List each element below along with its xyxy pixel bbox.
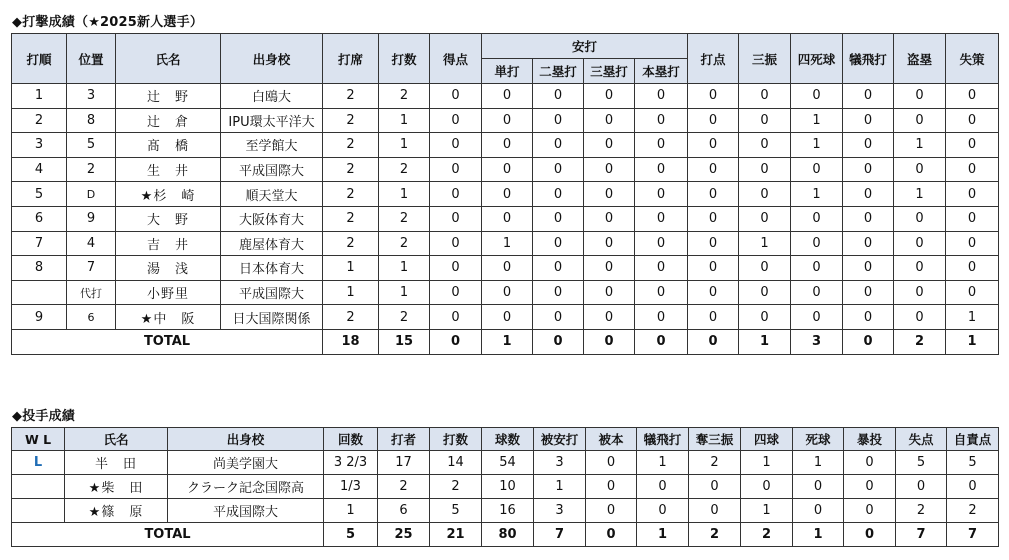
- batting-position: 7: [67, 256, 116, 281]
- pitching-stat: 1: [534, 475, 586, 499]
- batting-school: 順天堂大: [221, 182, 323, 207]
- col-so: 三振: [739, 34, 791, 84]
- pitching-stat: 1: [793, 451, 844, 475]
- batting-stat: 0: [791, 157, 843, 182]
- batting-stat: 2: [379, 84, 430, 109]
- batting-stat: 0: [430, 84, 482, 109]
- batting-stat: 0: [739, 84, 791, 109]
- col-double: 二塁打: [533, 59, 584, 84]
- pitching-row: [12, 451, 999, 475]
- batting-stat: 0: [584, 206, 635, 231]
- pitching-stat: 0: [793, 499, 844, 523]
- batting-order: [12, 280, 67, 305]
- batting-player-name: 吉 井: [116, 231, 221, 256]
- batting-stat: 2: [323, 305, 379, 330]
- batting-row: [12, 157, 999, 182]
- batting-position: 3: [67, 84, 116, 109]
- pitching-stat: 0: [947, 475, 999, 499]
- batting-stat: 0: [533, 182, 584, 207]
- batting-stat: 0: [739, 305, 791, 330]
- pitching-stat: 5: [896, 451, 947, 475]
- batting-total-stat: 2: [894, 329, 946, 354]
- batting-row: [12, 231, 999, 256]
- batting-stat: 0: [533, 231, 584, 256]
- col-bb-hbp: 四死球: [791, 34, 843, 84]
- batting-total-stat: 0: [584, 329, 635, 354]
- batting-school: 日大国際関係: [221, 305, 323, 330]
- pitching-stat: 1/3: [324, 475, 378, 499]
- col-triple: 三塁打: [584, 59, 635, 84]
- batting-total-stat: 1: [482, 329, 533, 354]
- batting-position: D: [67, 182, 116, 207]
- batting-stat: 0: [430, 157, 482, 182]
- batting-stat: 2: [323, 231, 379, 256]
- batting-stat: 0: [894, 108, 946, 133]
- batting-stat: 1: [791, 182, 843, 207]
- batting-stat: 0: [894, 84, 946, 109]
- pitching-stat: 10: [482, 475, 534, 499]
- pitching-row: [12, 475, 999, 499]
- batting-stat: 0: [791, 84, 843, 109]
- batting-stat: 0: [843, 280, 894, 305]
- batting-position: 2: [67, 157, 116, 182]
- batting-total-stat: 18: [323, 329, 379, 354]
- pitching-stat: 16: [482, 499, 534, 523]
- pitching-school: 平成国際大: [168, 499, 324, 523]
- batting-stat: 0: [635, 182, 688, 207]
- batting-stat: 1: [791, 108, 843, 133]
- batting-stat: 0: [635, 256, 688, 281]
- batting-row: [12, 182, 999, 207]
- batting-stat: 1: [323, 280, 379, 305]
- col-single: 単打: [482, 59, 533, 84]
- batting-stat: 0: [739, 280, 791, 305]
- batting-stat: 0: [843, 133, 894, 158]
- batting-row: [12, 206, 999, 231]
- batting-stat: 1: [379, 280, 430, 305]
- col-school: 出身校: [168, 428, 324, 451]
- pitching-total-stat: 7: [947, 523, 999, 547]
- batting-order: 1: [12, 84, 67, 109]
- pitching-stat: 1: [324, 499, 378, 523]
- batting-stat: 0: [843, 108, 894, 133]
- pitching-player-name: ★篠 原: [65, 499, 168, 523]
- pitching-stat: 2: [689, 451, 741, 475]
- col-wp: 暴投: [844, 428, 896, 451]
- batting-order: 4: [12, 157, 67, 182]
- batting-stat: 0: [688, 206, 739, 231]
- batting-total-stat: 1: [739, 329, 791, 354]
- batting-stat: 0: [688, 256, 739, 281]
- batting-row: [12, 133, 999, 158]
- batting-total-stat: 3: [791, 329, 843, 354]
- batting-stat: 1: [894, 133, 946, 158]
- batting-stat: 0: [946, 182, 999, 207]
- batting-stat: 0: [946, 256, 999, 281]
- batting-row: [12, 84, 999, 109]
- batting-stat: 0: [584, 182, 635, 207]
- batting-stat: 0: [688, 108, 739, 133]
- batting-stat: 0: [635, 231, 688, 256]
- batting-stat: 0: [894, 231, 946, 256]
- batting-stat: 0: [533, 206, 584, 231]
- batting-stat: 0: [688, 280, 739, 305]
- batting-stat: 0: [430, 256, 482, 281]
- batting-stat: 0: [635, 84, 688, 109]
- batting-stat: 0: [894, 305, 946, 330]
- batting-position: 8: [67, 108, 116, 133]
- pitching-stat: 6: [378, 499, 430, 523]
- col-bf: 打者: [378, 428, 430, 451]
- batting-school: 大阪体育大: [221, 206, 323, 231]
- batting-stat: 0: [482, 157, 533, 182]
- batting-stat: 2: [379, 206, 430, 231]
- pitching-total-stat: 7: [534, 523, 586, 547]
- batting-stat: 0: [533, 157, 584, 182]
- pitching-total-stat: 2: [689, 523, 741, 547]
- batting-stat: 0: [688, 231, 739, 256]
- batting-stat: 1: [379, 133, 430, 158]
- batting-section-title: ◆打撃成績（★2025新人選手）: [12, 15, 204, 30]
- batting-stat: 0: [843, 305, 894, 330]
- pitching-wl: L: [12, 451, 65, 475]
- batting-stat: 0: [430, 133, 482, 158]
- batting-stat: 0: [635, 305, 688, 330]
- pitching-stat: 0: [844, 499, 896, 523]
- batting-stat: 0: [946, 133, 999, 158]
- pitching-total-row: [12, 523, 999, 547]
- col-rbi: 打点: [688, 34, 739, 84]
- batting-stat: 1: [791, 133, 843, 158]
- pitching-stat: 17: [378, 451, 430, 475]
- batting-stat: 0: [946, 157, 999, 182]
- batting-player-name: ★中 阪: [116, 305, 221, 330]
- batting-stat: 0: [946, 84, 999, 109]
- batting-stat: 2: [323, 133, 379, 158]
- batting-row: [12, 280, 999, 305]
- pitching-stat: 2: [378, 475, 430, 499]
- batting-stat: 0: [688, 133, 739, 158]
- pitching-row: [12, 499, 999, 523]
- batting-row: [12, 256, 999, 281]
- batting-player-name: 辻 倉: [116, 108, 221, 133]
- batting-stat: 0: [739, 182, 791, 207]
- batting-total-stat: 15: [379, 329, 430, 354]
- batting-stat: 2: [379, 157, 430, 182]
- batting-school: 至学館大: [221, 133, 323, 158]
- col-sac: 犠飛打: [843, 34, 894, 84]
- col-ab: 打数: [430, 428, 482, 451]
- batting-stat: 1: [739, 231, 791, 256]
- batting-stat: 0: [946, 108, 999, 133]
- pitching-stat: 0: [586, 499, 637, 523]
- batting-order: 7: [12, 231, 67, 256]
- col-ab: 打数: [379, 34, 430, 84]
- pitching-total-stat: 21: [430, 523, 482, 547]
- batting-stat: 0: [791, 305, 843, 330]
- batting-stat: 0: [739, 108, 791, 133]
- batting-stat: 0: [533, 108, 584, 133]
- pitching-stat: 0: [844, 475, 896, 499]
- pitching-total-label: TOTAL: [12, 523, 324, 547]
- col-hr: 被本: [586, 428, 637, 451]
- batting-stat: 0: [791, 280, 843, 305]
- pitching-stat: 3: [534, 451, 586, 475]
- batting-school: 白鴎大: [221, 84, 323, 109]
- batting-stat: 0: [843, 231, 894, 256]
- pitching-total-stat: 25: [378, 523, 430, 547]
- batting-stat: 0: [843, 182, 894, 207]
- batting-stat: 0: [894, 157, 946, 182]
- col-school: 出身校: [221, 34, 323, 84]
- batting-stat: 0: [584, 231, 635, 256]
- batting-position: 6: [67, 305, 116, 330]
- batting-order: 3: [12, 133, 67, 158]
- batting-stat: 0: [482, 206, 533, 231]
- pitching-player-name: ★柴 田: [65, 475, 168, 499]
- batting-stat: 0: [688, 157, 739, 182]
- batting-position: 9: [67, 206, 116, 231]
- batting-stat: 0: [430, 280, 482, 305]
- batting-stat: 0: [584, 84, 635, 109]
- batting-stat: 0: [635, 108, 688, 133]
- col-hits-group: 安打: [482, 34, 688, 59]
- batting-stat: 0: [635, 157, 688, 182]
- batting-stat: 0: [430, 182, 482, 207]
- col-wl: W L: [12, 428, 65, 451]
- batting-stat: 1: [379, 256, 430, 281]
- batting-stat: 0: [739, 256, 791, 281]
- batting-table: [11, 33, 999, 355]
- col-r: 失点: [896, 428, 947, 451]
- batting-stat: 0: [584, 256, 635, 281]
- batting-order: 6: [12, 206, 67, 231]
- pitching-stat: 3 2/3: [324, 451, 378, 475]
- batting-stat: 0: [430, 108, 482, 133]
- batting-total-stat: 0: [843, 329, 894, 354]
- batting-stat: 0: [843, 256, 894, 281]
- batting-stat: 0: [635, 133, 688, 158]
- batting-stat: 0: [894, 206, 946, 231]
- batting-player-name: 髙 橋: [116, 133, 221, 158]
- col-hbp: 死球: [793, 428, 844, 451]
- pitching-stat: 0: [844, 451, 896, 475]
- batting-stat: 0: [791, 231, 843, 256]
- batting-stat: 0: [894, 280, 946, 305]
- batting-stat: 0: [533, 305, 584, 330]
- pitching-school: 尚美学園大: [168, 451, 324, 475]
- batting-stat: 0: [739, 206, 791, 231]
- col-name: 氏名: [116, 34, 221, 84]
- col-err: 失策: [946, 34, 999, 84]
- batting-player-name: 小野里: [116, 280, 221, 305]
- col-runs: 得点: [430, 34, 482, 84]
- batting-school: IPU環太平洋大: [221, 108, 323, 133]
- pitching-stat: 0: [689, 499, 741, 523]
- col-ip: 回数: [324, 428, 378, 451]
- col-position: 位置: [67, 34, 116, 84]
- batting-stat: 2: [323, 84, 379, 109]
- pitching-stat: 0: [637, 475, 689, 499]
- batting-stat: 0: [482, 108, 533, 133]
- batting-total-stat: 0: [430, 329, 482, 354]
- batting-stat: 0: [533, 280, 584, 305]
- batting-stat: 2: [323, 182, 379, 207]
- batting-stat: 0: [946, 231, 999, 256]
- batting-player-name: 辻 野: [116, 84, 221, 109]
- batting-school: 日本体育大: [221, 256, 323, 281]
- batting-stat: 0: [791, 206, 843, 231]
- batting-school: 鹿屋体育大: [221, 231, 323, 256]
- pitching-total-stat: 1: [793, 523, 844, 547]
- batting-stat: 1: [379, 108, 430, 133]
- col-bb: 四球: [741, 428, 793, 451]
- batting-total-stat: 1: [946, 329, 999, 354]
- batting-stat: 0: [584, 305, 635, 330]
- batting-position: 代打: [67, 280, 116, 305]
- batting-stat: 0: [584, 133, 635, 158]
- pitching-total-stat: 2: [741, 523, 793, 547]
- pitching-stat: 5: [947, 451, 999, 475]
- pitching-wl: [12, 475, 65, 499]
- pitching-total-stat: 0: [844, 523, 896, 547]
- pitching-stat: 2: [896, 499, 947, 523]
- batting-stat: 0: [430, 206, 482, 231]
- batting-stat: 1: [482, 231, 533, 256]
- pitching-total-stat: 5: [324, 523, 378, 547]
- pitching-table: [11, 427, 999, 547]
- batting-stat: 1: [894, 182, 946, 207]
- batting-stat: 0: [946, 280, 999, 305]
- batting-stat: 2: [379, 231, 430, 256]
- pitching-wl: [12, 499, 65, 523]
- batting-row: [12, 108, 999, 133]
- batting-stat: 0: [635, 280, 688, 305]
- pitching-stat: 1: [741, 451, 793, 475]
- batting-stat: 0: [482, 133, 533, 158]
- batting-position: 4: [67, 231, 116, 256]
- col-hits: 被安打: [534, 428, 586, 451]
- batting-player-name: 生 井: [116, 157, 221, 182]
- batting-school: 平成国際大: [221, 280, 323, 305]
- batting-total-stat: 0: [533, 329, 584, 354]
- col-so: 奪三振: [689, 428, 741, 451]
- pitching-player-name: 半 田: [65, 451, 168, 475]
- batting-stat: 0: [843, 157, 894, 182]
- batting-order: 9: [12, 305, 67, 330]
- batting-order: 8: [12, 256, 67, 281]
- batting-order: 2: [12, 108, 67, 133]
- batting-player-name: 大 野: [116, 206, 221, 231]
- batting-total-stat: 0: [635, 329, 688, 354]
- batting-stat: 0: [482, 256, 533, 281]
- pitching-section-title: ◆投手成績: [12, 409, 75, 424]
- pitching-school: クラーク記念国際高: [168, 475, 324, 499]
- batting-stat: 1: [946, 305, 999, 330]
- pitching-total-stat: 0: [586, 523, 637, 547]
- batting-stat: 0: [946, 206, 999, 231]
- pitching-stat: 54: [482, 451, 534, 475]
- pitching-stat: 1: [741, 499, 793, 523]
- pitching-stat: 2: [947, 499, 999, 523]
- batting-stat: 0: [430, 305, 482, 330]
- batting-stat: 2: [323, 157, 379, 182]
- batting-player-name: 湯 浅: [116, 256, 221, 281]
- batting-stat: 0: [688, 84, 739, 109]
- batting-stat: 0: [688, 305, 739, 330]
- batting-stat: 0: [791, 256, 843, 281]
- batting-stat: 0: [482, 305, 533, 330]
- batting-stat: 2: [379, 305, 430, 330]
- batting-stat: 0: [584, 280, 635, 305]
- batting-stat: 0: [688, 182, 739, 207]
- batting-position: 5: [67, 133, 116, 158]
- batting-stat: 1: [379, 182, 430, 207]
- col-pa: 打席: [323, 34, 379, 84]
- pitching-stat: 3: [534, 499, 586, 523]
- batting-stat: 0: [843, 84, 894, 109]
- pitching-stat: 0: [741, 475, 793, 499]
- pitching-stat: 14: [430, 451, 482, 475]
- batting-stat: 0: [482, 84, 533, 109]
- col-pitches: 球数: [482, 428, 534, 451]
- batting-stat: 0: [533, 84, 584, 109]
- batting-stat: 0: [635, 206, 688, 231]
- col-er: 自責点: [947, 428, 999, 451]
- batting-stat: 0: [739, 133, 791, 158]
- batting-stat: 0: [584, 108, 635, 133]
- batting-stat: 0: [533, 133, 584, 158]
- col-order: 打順: [12, 34, 67, 84]
- pitching-stat: 1: [637, 451, 689, 475]
- col-sac: 犠飛打: [637, 428, 689, 451]
- pitching-total-stat: 7: [896, 523, 947, 547]
- pitching-stat: 0: [586, 475, 637, 499]
- batting-stat: 0: [894, 256, 946, 281]
- pitching-stat: 2: [430, 475, 482, 499]
- batting-stat: 0: [482, 280, 533, 305]
- pitching-stat: 0: [896, 475, 947, 499]
- pitching-stat: 5: [430, 499, 482, 523]
- pitching-total-stat: 80: [482, 523, 534, 547]
- batting-order: 5: [12, 182, 67, 207]
- batting-stat: 2: [323, 206, 379, 231]
- pitching-stat: 0: [637, 499, 689, 523]
- batting-stat: 2: [323, 108, 379, 133]
- batting-school: 平成国際大: [221, 157, 323, 182]
- batting-total-row: [12, 329, 999, 354]
- pitching-stat: 0: [689, 475, 741, 499]
- col-hr: 本塁打: [635, 59, 688, 84]
- col-name: 氏名: [65, 428, 168, 451]
- pitching-stat: 0: [793, 475, 844, 499]
- batting-total-label: TOTAL: [12, 329, 323, 354]
- pitching-stat: 0: [586, 451, 637, 475]
- batting-stat: 0: [482, 182, 533, 207]
- batting-stat: 0: [843, 206, 894, 231]
- batting-stat: 0: [533, 256, 584, 281]
- batting-stat: 0: [584, 157, 635, 182]
- batting-stat: 0: [739, 157, 791, 182]
- pitching-total-stat: 1: [637, 523, 689, 547]
- batting-stat: 0: [430, 231, 482, 256]
- batting-total-stat: 0: [688, 329, 739, 354]
- col-sb: 盗塁: [894, 34, 946, 84]
- batting-stat: 1: [323, 256, 379, 281]
- batting-row: [12, 305, 999, 330]
- batting-player-name: ★杉 崎: [116, 182, 221, 207]
